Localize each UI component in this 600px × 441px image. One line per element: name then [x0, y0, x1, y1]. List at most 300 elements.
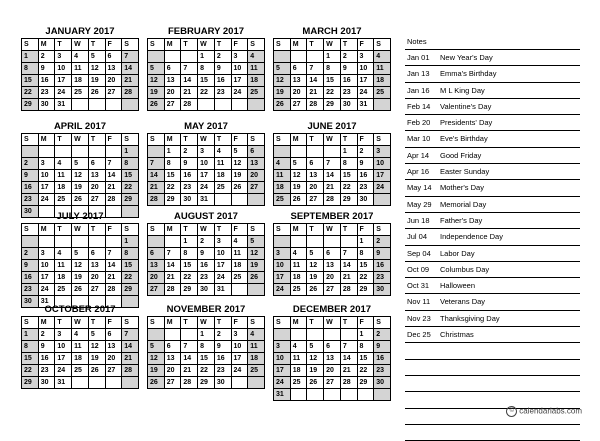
- note-row: [405, 115, 580, 131]
- week-row: [148, 146, 265, 158]
- day-cell: 27: [290, 99, 307, 111]
- day-cell: 23: [214, 365, 231, 377]
- week-row: [274, 329, 391, 341]
- note-row: [405, 246, 580, 262]
- day-cell: 24: [198, 182, 215, 194]
- weekday-header: W: [198, 317, 215, 329]
- week-row: [274, 194, 391, 206]
- day-cell: 5: [72, 158, 89, 170]
- day-cell: 26: [148, 377, 165, 389]
- day-cell: 26: [72, 194, 89, 206]
- note-date: Jul 04: [407, 232, 428, 242]
- weekday-header: M: [38, 317, 55, 329]
- week-row: [148, 75, 265, 87]
- month-table: [21, 223, 139, 308]
- day-cell: 1: [122, 146, 139, 158]
- day-cell: 9: [38, 63, 55, 75]
- day-cell: 10: [198, 158, 215, 170]
- week-row: [22, 75, 139, 87]
- day-cell: 17: [357, 75, 374, 87]
- day-cell: 3: [38, 158, 55, 170]
- day-cell: 19: [290, 182, 307, 194]
- month-table: [147, 316, 265, 389]
- day-cell: 14: [181, 353, 198, 365]
- day-cell: 21: [181, 87, 198, 99]
- day-cell: 23: [340, 87, 357, 99]
- day-cell: 3: [198, 146, 215, 158]
- day-cell: 23: [38, 365, 55, 377]
- day-cell: 22: [122, 272, 139, 284]
- week-row: [274, 182, 391, 194]
- month-title: FEBRUARY 2017: [167, 26, 245, 37]
- day-cell: 18: [290, 365, 307, 377]
- day-cell: [72, 146, 89, 158]
- day-cell: 11: [248, 63, 265, 75]
- day-cell: 20: [105, 353, 122, 365]
- day-cell: 3: [55, 51, 72, 63]
- weekday-header: S: [374, 224, 391, 236]
- day-cell: 11: [290, 260, 307, 272]
- day-cell: 16: [214, 75, 231, 87]
- day-cell: [324, 146, 341, 158]
- day-cell: 6: [164, 341, 181, 353]
- day-cell: 26: [248, 272, 265, 284]
- day-cell: 12: [290, 170, 307, 182]
- day-cell: 7: [105, 248, 122, 260]
- week-row: [22, 87, 139, 99]
- note-row: [405, 327, 580, 343]
- day-cell: 29: [198, 377, 215, 389]
- day-cell: 17: [274, 365, 291, 377]
- weekday-header: M: [290, 224, 307, 236]
- day-cell: 28: [324, 194, 341, 206]
- day-cell: 8: [164, 158, 181, 170]
- weekday-header: F: [105, 134, 122, 146]
- weekday-header: T: [55, 39, 72, 51]
- day-cell: 27: [248, 182, 265, 194]
- week-row: [148, 248, 265, 260]
- day-cell: 28: [105, 194, 122, 206]
- day-cell: 6: [164, 63, 181, 75]
- day-cell: 7: [148, 158, 165, 170]
- weekday-header: M: [38, 39, 55, 51]
- day-cell: 23: [198, 272, 215, 284]
- day-cell: 28: [181, 377, 198, 389]
- month-title: JULY 2017: [56, 211, 104, 222]
- day-cell: 13: [324, 353, 341, 365]
- day-cell: 8: [340, 158, 357, 170]
- day-cell: [148, 146, 165, 158]
- note-label: Valentine's Day: [440, 101, 492, 111]
- day-cell: 7: [340, 248, 357, 260]
- day-cell: 21: [105, 182, 122, 194]
- day-cell: [88, 236, 105, 248]
- day-cell: 27: [324, 284, 341, 296]
- day-cell: 29: [164, 194, 181, 206]
- day-cell: [148, 51, 165, 63]
- day-cell: 7: [324, 158, 341, 170]
- day-cell: 22: [340, 182, 357, 194]
- weekday-header: W: [198, 134, 215, 146]
- week-row: [22, 99, 139, 111]
- day-cell: 19: [307, 365, 324, 377]
- week-row: [274, 158, 391, 170]
- day-cell: 5: [88, 51, 105, 63]
- day-cell: 12: [231, 158, 248, 170]
- week-row: [148, 284, 265, 296]
- day-cell: [340, 389, 357, 401]
- note-label: Halloween: [440, 281, 476, 291]
- day-cell: 23: [22, 194, 39, 206]
- day-cell: 15: [357, 260, 374, 272]
- day-cell: 19: [72, 272, 89, 284]
- week-row: [274, 146, 391, 158]
- day-cell: 21: [148, 182, 165, 194]
- day-cell: 2: [198, 236, 215, 248]
- day-cell: 9: [214, 63, 231, 75]
- footer-text: calendarlabs.com: [519, 406, 582, 416]
- day-cell: 22: [122, 182, 139, 194]
- day-cell: 12: [148, 353, 165, 365]
- note-date: Feb 20: [407, 118, 431, 128]
- day-cell: 13: [148, 260, 165, 272]
- day-cell: 6: [248, 146, 265, 158]
- weekday-header: T: [55, 134, 72, 146]
- day-cell: [290, 146, 307, 158]
- week-row: [148, 341, 265, 353]
- day-cell: 16: [38, 75, 55, 87]
- day-cell: 29: [324, 99, 341, 111]
- day-cell: 24: [55, 365, 72, 377]
- note-row: [405, 197, 580, 213]
- day-cell: 21: [122, 75, 139, 87]
- weekday-header: M: [164, 134, 181, 146]
- day-cell: 21: [340, 365, 357, 377]
- day-cell: 12: [307, 260, 324, 272]
- note-date: Jun 18: [407, 215, 430, 225]
- day-cell: 17: [55, 75, 72, 87]
- day-cell: 18: [290, 272, 307, 284]
- day-cell: 31: [274, 389, 291, 401]
- day-cell: 15: [122, 260, 139, 272]
- day-cell: 24: [274, 377, 291, 389]
- day-cell: 25: [290, 284, 307, 296]
- day-cell: 22: [22, 365, 39, 377]
- day-cell: 9: [22, 170, 39, 182]
- month-title: APRIL 2017: [53, 121, 107, 132]
- day-cell: 8: [324, 63, 341, 75]
- month-title: MAY 2017: [184, 121, 228, 132]
- weekday-header: F: [357, 317, 374, 329]
- day-cell: 11: [231, 248, 248, 260]
- day-cell: 17: [231, 75, 248, 87]
- weekday-header: T: [88, 317, 105, 329]
- day-cell: 5: [148, 63, 165, 75]
- day-cell: 9: [374, 341, 391, 353]
- day-cell: 21: [181, 365, 198, 377]
- weekday-header: S: [22, 134, 39, 146]
- day-cell: 5: [72, 248, 89, 260]
- day-cell: 18: [274, 182, 291, 194]
- weekday-header: M: [290, 317, 307, 329]
- day-cell: 26: [88, 87, 105, 99]
- weekday-header: S: [274, 317, 291, 329]
- day-cell: [38, 236, 55, 248]
- day-cell: [105, 99, 122, 111]
- day-cell: 5: [248, 236, 265, 248]
- weekday-header: T: [88, 134, 105, 146]
- day-cell: 1: [324, 51, 341, 63]
- day-cell: [181, 329, 198, 341]
- day-cell: 16: [374, 260, 391, 272]
- month-block: [21, 303, 139, 389]
- day-cell: 30: [38, 99, 55, 111]
- day-cell: 26: [307, 377, 324, 389]
- day-cell: [274, 236, 291, 248]
- day-cell: 27: [105, 365, 122, 377]
- day-cell: 26: [148, 99, 165, 111]
- day-cell: 14: [324, 170, 341, 182]
- month-block: [147, 120, 265, 206]
- day-cell: 26: [307, 284, 324, 296]
- day-cell: 11: [374, 63, 391, 75]
- day-cell: 13: [88, 260, 105, 272]
- weekday-header: S: [22, 317, 39, 329]
- month-table: [273, 223, 391, 296]
- note-date: Nov 23: [407, 313, 431, 323]
- day-cell: 14: [105, 260, 122, 272]
- weekday-header: F: [231, 39, 248, 51]
- day-cell: 23: [357, 182, 374, 194]
- notes-panel: [405, 35, 580, 441]
- week-row: [148, 63, 265, 75]
- day-cell: 20: [148, 272, 165, 284]
- weekday-header: T: [340, 134, 357, 146]
- month-title: MARCH 2017: [302, 26, 362, 37]
- weekday-header: F: [105, 39, 122, 51]
- day-cell: 4: [55, 248, 72, 260]
- day-cell: 16: [181, 170, 198, 182]
- day-cell: 10: [274, 260, 291, 272]
- note-date: Sep 04: [407, 248, 431, 258]
- day-cell: 24: [374, 182, 391, 194]
- day-cell: 17: [214, 260, 231, 272]
- day-cell: 5: [88, 329, 105, 341]
- note-row: [405, 294, 580, 310]
- day-cell: 23: [181, 182, 198, 194]
- day-cell: 19: [72, 182, 89, 194]
- day-cell: 13: [307, 170, 324, 182]
- day-cell: 12: [248, 248, 265, 260]
- day-cell: [324, 329, 341, 341]
- weekday-header: W: [198, 224, 215, 236]
- day-cell: 26: [72, 284, 89, 296]
- weekday-header: T: [214, 134, 231, 146]
- day-cell: 12: [307, 353, 324, 365]
- day-cell: 30: [22, 206, 39, 218]
- day-cell: 26: [88, 365, 105, 377]
- day-cell: 2: [214, 51, 231, 63]
- day-cell: [72, 236, 89, 248]
- note-label: Memorial Day: [440, 199, 487, 209]
- day-cell: 2: [374, 329, 391, 341]
- week-row: [274, 365, 391, 377]
- day-cell: 10: [38, 170, 55, 182]
- week-row: [22, 51, 139, 63]
- day-cell: 6: [105, 329, 122, 341]
- day-cell: 27: [307, 194, 324, 206]
- weekday-header: W: [324, 224, 341, 236]
- day-cell: 30: [340, 99, 357, 111]
- weekday-header: S: [248, 317, 265, 329]
- month-table: [147, 38, 265, 111]
- day-cell: 28: [181, 99, 198, 111]
- day-cell: 15: [22, 75, 39, 87]
- week-row: [22, 260, 139, 272]
- day-cell: 14: [307, 75, 324, 87]
- day-cell: 25: [72, 365, 89, 377]
- weekday-header: S: [274, 224, 291, 236]
- day-cell: 15: [340, 170, 357, 182]
- weekday-header: W: [324, 39, 341, 51]
- weekday-header: F: [357, 39, 374, 51]
- note-row: [405, 49, 580, 66]
- day-cell: 20: [290, 87, 307, 99]
- day-cell: [181, 51, 198, 63]
- day-cell: 2: [38, 51, 55, 63]
- day-cell: 12: [274, 75, 291, 87]
- month-title: NOVEMBER 2017: [166, 304, 246, 315]
- day-cell: 13: [105, 63, 122, 75]
- day-cell: 24: [231, 365, 248, 377]
- day-cell: [274, 329, 291, 341]
- week-row: [274, 353, 391, 365]
- note-row: [405, 278, 580, 294]
- day-cell: 22: [22, 87, 39, 99]
- day-cell: 18: [374, 75, 391, 87]
- day-cell: 17: [198, 170, 215, 182]
- note-label: Thanksgiving Day: [440, 313, 500, 323]
- weekday-header: F: [105, 224, 122, 236]
- day-cell: 13: [88, 170, 105, 182]
- day-cell: 30: [38, 377, 55, 389]
- day-cell: 19: [307, 272, 324, 284]
- day-cell: 19: [148, 365, 165, 377]
- day-cell: 21: [324, 182, 341, 194]
- day-cell: 1: [22, 329, 39, 341]
- day-cell: 6: [324, 248, 341, 260]
- day-cell: 15: [122, 170, 139, 182]
- week-row: [148, 170, 265, 182]
- day-cell: 15: [357, 353, 374, 365]
- weekday-header: T: [307, 39, 324, 51]
- day-cell: 15: [198, 353, 215, 365]
- note-row: [405, 131, 580, 147]
- day-cell: 9: [357, 158, 374, 170]
- day-cell: [88, 99, 105, 111]
- day-cell: 20: [164, 87, 181, 99]
- day-cell: 25: [231, 272, 248, 284]
- week-row: [22, 365, 139, 377]
- note-row: [405, 311, 580, 327]
- weekday-header: T: [88, 224, 105, 236]
- day-cell: 22: [164, 182, 181, 194]
- note-row: [405, 360, 580, 376]
- week-row: [148, 329, 265, 341]
- weekday-header: T: [340, 224, 357, 236]
- day-cell: 3: [274, 248, 291, 260]
- weekday-header: T: [307, 317, 324, 329]
- day-cell: [88, 377, 105, 389]
- day-cell: 3: [231, 329, 248, 341]
- month-block: [147, 210, 265, 296]
- week-row: [274, 170, 391, 182]
- day-cell: 29: [122, 194, 139, 206]
- day-cell: [290, 389, 307, 401]
- day-cell: 28: [105, 284, 122, 296]
- note-row: [405, 343, 580, 359]
- note-label: Labor Day: [440, 248, 475, 258]
- day-cell: 6: [307, 158, 324, 170]
- day-cell: [357, 389, 374, 401]
- note-row: [405, 376, 580, 392]
- day-cell: 29: [22, 99, 39, 111]
- weekday-header: S: [274, 134, 291, 146]
- week-row: [274, 75, 391, 87]
- day-cell: 8: [122, 158, 139, 170]
- week-row: [22, 284, 139, 296]
- week-row: [148, 353, 265, 365]
- weekday-header: S: [374, 134, 391, 146]
- day-cell: 14: [181, 75, 198, 87]
- month-block: [21, 120, 139, 218]
- day-cell: 19: [88, 353, 105, 365]
- day-cell: [214, 194, 231, 206]
- month-block: [273, 210, 391, 296]
- day-cell: 20: [164, 365, 181, 377]
- day-cell: 10: [38, 260, 55, 272]
- day-cell: 16: [22, 182, 39, 194]
- weekday-header: T: [181, 317, 198, 329]
- month-title: SEPTEMBER 2017: [290, 211, 374, 222]
- week-row: [274, 260, 391, 272]
- weekday-header: T: [340, 317, 357, 329]
- weekday-header: S: [148, 224, 165, 236]
- day-cell: 24: [274, 284, 291, 296]
- week-row: [148, 377, 265, 389]
- month-table: [273, 316, 391, 401]
- weekday-header: T: [214, 317, 231, 329]
- week-row: [274, 236, 391, 248]
- weekday-header: T: [55, 224, 72, 236]
- weekday-header: T: [55, 317, 72, 329]
- day-cell: [231, 377, 248, 389]
- note-row: [405, 99, 580, 115]
- day-cell: 9: [340, 63, 357, 75]
- month-block: [21, 25, 139, 111]
- day-cell: 3: [38, 248, 55, 260]
- week-row: [148, 51, 265, 63]
- note-row: [405, 180, 580, 196]
- day-cell: [231, 284, 248, 296]
- day-cell: 14: [164, 260, 181, 272]
- week-row: [148, 158, 265, 170]
- day-cell: 19: [231, 170, 248, 182]
- day-cell: 15: [324, 75, 341, 87]
- month-block: [147, 25, 265, 111]
- day-cell: 14: [122, 341, 139, 353]
- day-cell: 11: [55, 170, 72, 182]
